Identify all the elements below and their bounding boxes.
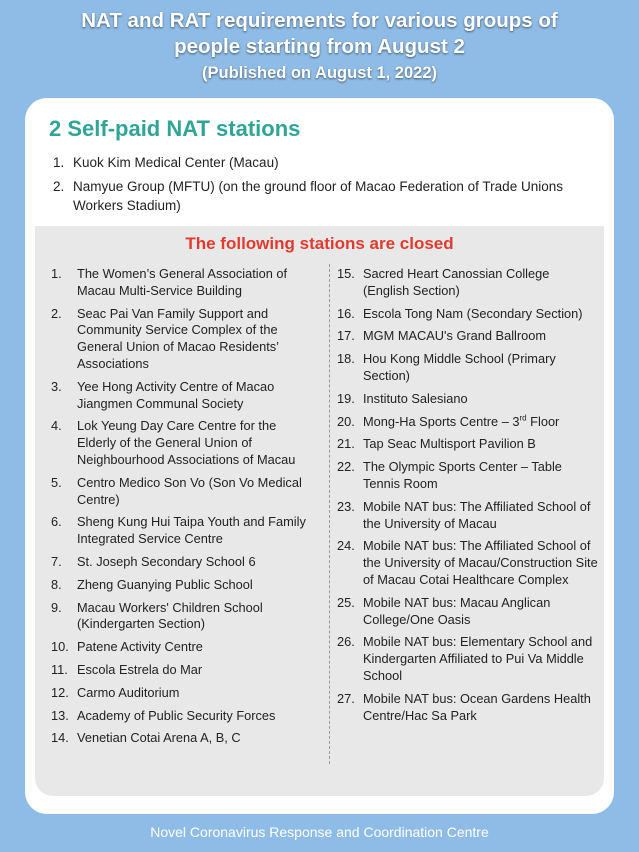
item-number: 3.	[51, 378, 62, 394]
published-date: (Published on August 1, 2022)	[201, 64, 437, 82]
item-number: 6.	[51, 514, 62, 530]
item-number: 4.	[51, 418, 62, 434]
closed-station-item	[337, 499, 599, 533]
item-number: 1.	[51, 266, 62, 281]
selfpaid-list	[53, 153, 598, 220]
item-number: 13.	[51, 707, 69, 723]
item-number: 12.	[51, 684, 69, 700]
content-card	[25, 98, 614, 814]
closed-station-item	[51, 685, 313, 702]
closed-station-item	[51, 306, 313, 373]
item-number: 21.	[337, 436, 355, 452]
item-number: 5.	[51, 474, 62, 490]
item-number: 23.	[337, 498, 355, 514]
item-text: Mobile NAT bus: Elementary School and Kindergarten Affiliated to Pui Va Middle School	[363, 634, 593, 683]
closed-title: The following stations are closed	[185, 234, 454, 253]
item-text: Academy of Public Security Forces	[77, 707, 276, 723]
closed-station-item	[51, 708, 313, 725]
item-number: 9.	[51, 599, 62, 615]
item-number: 19.	[337, 390, 355, 406]
item-text: Mobile NAT bus: Macau Anglican College/One Oasis	[363, 594, 551, 627]
item-text: The Women’s General Association of Macau Multi-Service Building	[77, 266, 288, 298]
closed-station-item	[337, 691, 599, 725]
closed-station-item	[337, 538, 599, 588]
closed-station-item	[337, 306, 599, 323]
item-text: Mobile NAT bus: Ocean Gardens Health Centre/Hac Sa Park	[363, 690, 591, 723]
item-number: 24.	[337, 538, 355, 554]
item-number: 20.	[337, 413, 355, 429]
item-text: MGM MACAU's Grand Ballroom	[363, 328, 547, 344]
selfpaid-item	[53, 153, 598, 172]
item-number: 2.	[53, 179, 65, 194]
item-text-after: Floor	[526, 413, 560, 429]
closed-station-item	[337, 266, 599, 300]
closed-station-item	[337, 351, 599, 385]
item-text	[363, 414, 559, 431]
item-number: 14.	[51, 730, 69, 746]
item-number: 8.	[51, 576, 62, 592]
item-text: Hou Kong Middle School (Primary Section)	[363, 351, 556, 383]
item-number: 11.	[51, 661, 68, 677]
item-text: Mobile NAT bus: The Affiliated School of the University of Macau	[363, 498, 591, 531]
item-text: Zheng Guanying Public School	[77, 576, 253, 592]
item-number: 26.	[337, 634, 355, 650]
item-number: 18.	[337, 351, 355, 367]
closed-station-item	[51, 577, 313, 594]
item-number: 17.	[337, 328, 355, 344]
closed-station-item	[51, 475, 313, 509]
item-number: 16.	[337, 305, 355, 321]
closed-station-item	[51, 730, 313, 747]
selfpaid-title: 2 Self-paid NAT stations	[49, 116, 301, 141]
item-number: 27.	[337, 690, 355, 706]
item-text-sup: rd	[519, 413, 527, 423]
item-text: Carmo Auditorium	[77, 684, 180, 700]
item-text: Venetian Cotai Arena A, B, C	[77, 730, 241, 746]
item-number: 22.	[337, 459, 355, 475]
closed-station-item	[337, 634, 599, 684]
closed-station-item	[51, 379, 313, 413]
item-text: Centro Medico Son Vo (Son Vo Medical Centre)	[77, 474, 302, 507]
item-text: Escola Tong Nam (Secondary Section)	[363, 305, 583, 321]
item-text: Lok Yeung Day Care Centre for the Elderly of the General Union of Neighbourhood Associations of Macau	[77, 418, 296, 467]
item-text: The Olympic Sports Center – Table Tennis Room	[363, 459, 562, 491]
closed-station-item	[337, 328, 599, 345]
closed-station-item	[337, 595, 599, 629]
item-text: Yee Hong Activity Centre of Macao Jiangmen Communal Society	[77, 378, 275, 411]
item-number: 1.	[53, 155, 65, 170]
closed-station-item	[51, 514, 313, 548]
closed-list-right	[337, 266, 599, 730]
item-text: Namyue Group (MFTU) (on the ground floor of Macao Federation of Trade Unions Workers Stadium)	[73, 179, 563, 213]
item-text: Mobile NAT bus: The Affiliated School of the University of Macau/Construction Site of Macau Cotai Healthcare Complex	[363, 538, 598, 587]
item-text: Tap Seac Multisport Pavilion B	[363, 436, 536, 452]
closed-station-item	[51, 266, 313, 300]
item-text: Macau Workers' Children School (Kindergarten Section)	[77, 599, 263, 632]
selfpaid-item	[53, 177, 598, 215]
header	[0, 8, 639, 83]
item-text-main: Mong-Ha Sports Centre – 3	[363, 413, 520, 429]
item-text: Instituto Salesiano	[363, 390, 468, 406]
item-number: 10.	[51, 639, 69, 655]
closed-stations-panel	[35, 226, 604, 796]
item-text: Escola Estrela do Mar	[77, 661, 203, 677]
item-text: Sheng Kung Hui Taipa Youth and Family Integrated Service Centre	[77, 514, 306, 547]
closed-station-item	[51, 418, 313, 468]
closed-station-item	[51, 600, 313, 634]
closed-list-left	[51, 266, 313, 753]
item-number: 7.	[51, 553, 62, 569]
item-number: 2.	[51, 305, 62, 321]
item-number: 25.	[337, 594, 355, 610]
footer-credit: Novel Coronavirus Response and Coordination Centre	[150, 824, 489, 840]
closed-station-item	[51, 639, 313, 656]
item-text: St. Joseph Secondary School 6	[77, 553, 256, 569]
closed-station-item	[51, 554, 313, 571]
column-divider	[329, 264, 330, 764]
item-number: 15.	[337, 266, 355, 281]
item-text: Patene Activity Centre	[77, 639, 203, 655]
closed-station-item	[337, 459, 599, 493]
item-text: Seac Pai Van Family Support and Community Service Complex of the General Union of Macao Residents’ Associations	[77, 305, 279, 371]
item-text: Kuok Kim Medical Center (Macau)	[73, 155, 279, 170]
closed-station-item	[51, 662, 313, 679]
page-title: NAT and RAT requirements for various groups of people starting from August 2	[81, 9, 558, 58]
closed-station-item	[337, 414, 599, 431]
closed-station-item	[337, 436, 599, 453]
item-text: Sacred Heart Canossian College (English Section)	[363, 266, 550, 298]
closed-station-item	[337, 391, 599, 408]
